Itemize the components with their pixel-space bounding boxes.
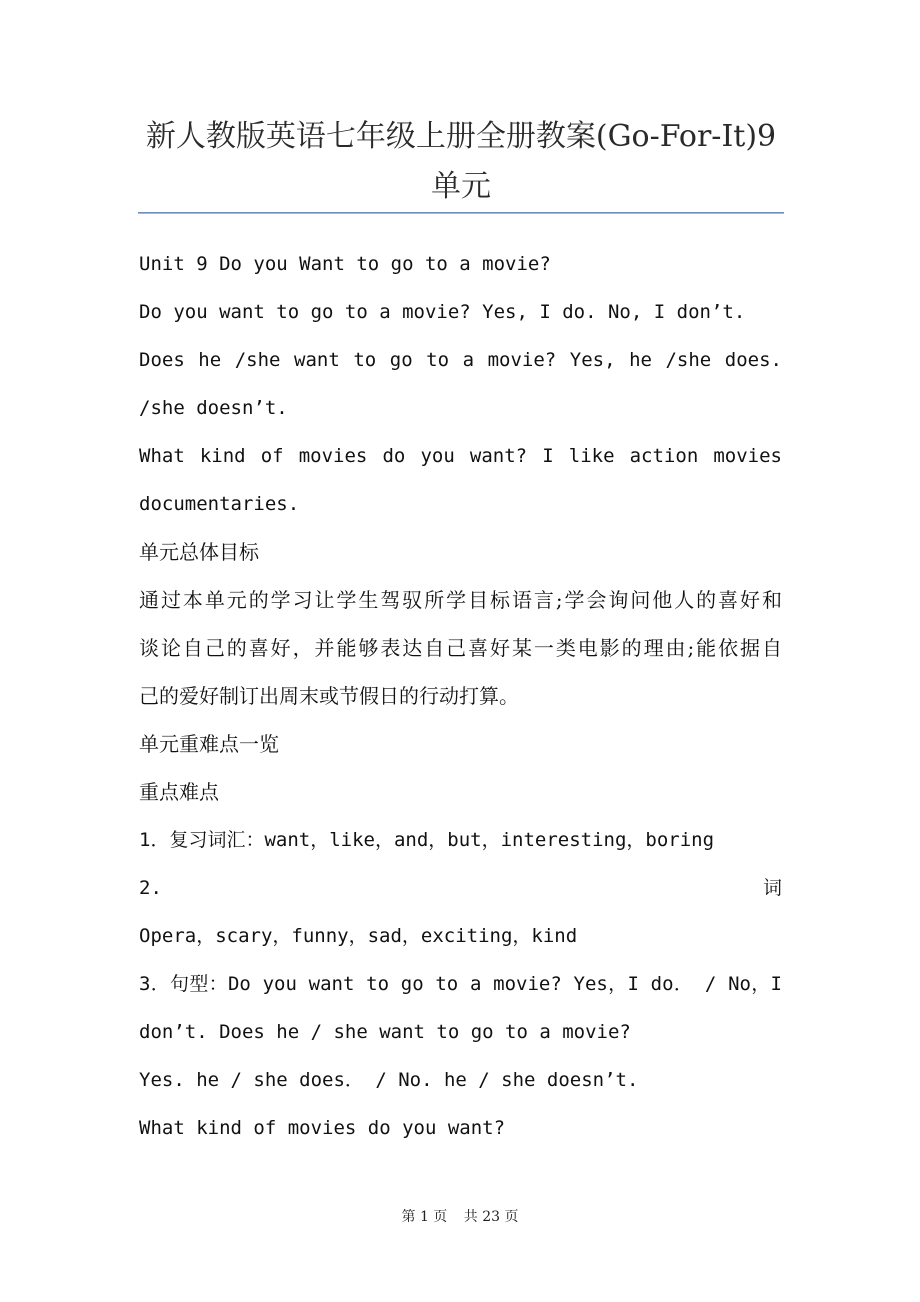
list-item: 3．句型：Do you want to go to a movie? Yes，I do． / No，I <box>139 973 782 995</box>
section-heading: 单元重难点一览 <box>139 732 279 756</box>
page-footer <box>0 1206 920 1226</box>
page-number: 第 1 页 <box>401 1209 448 1225</box>
text-line: Does he /she want to go to a movie? Yes, he /she does. <box>139 349 782 371</box>
text-line: 己的爱好制订出周末或节假日的行动打算。 <box>139 684 519 708</box>
text-line: /she doesn’t. <box>139 397 288 419</box>
text-line: Do you want to go to a movie? Yes, I do. No, I don’t. <box>139 301 746 323</box>
document-title: 新人教版英语七年级上册全册教案(Go-For-It)9单元 <box>145 119 777 204</box>
document-body <box>139 240 782 1152</box>
text-line: Yes. he / she does． / No. he / she doesn’t. <box>139 1069 639 1091</box>
text-line: 通过本单元的学习让学生驾驭所学目标语言;学会询问他人的喜好和 <box>139 588 782 612</box>
unit-heading: Unit 9 Do you Want to go to a movie? <box>139 253 551 275</box>
text-line: don’t. Does he / she want to go to a movie? <box>139 1021 631 1043</box>
section-heading: 重点难点 <box>139 780 219 804</box>
text-line: documentaries. <box>139 493 300 515</box>
text-line: 谈论自己的喜好，并能够表达自己喜好某一类电影的理由;能依据自 <box>139 636 782 660</box>
text-line: What kind of movies do you want? <box>139 1117 506 1139</box>
text-line: What kind of movies do you want? I like action movies <box>139 445 782 467</box>
list-item: 1．复习词汇：want，like，and，but，interesting，boring <box>139 829 715 851</box>
section-heading: 单元总体目标 <box>139 540 259 564</box>
title-divider <box>138 212 784 214</box>
page-total: 共 23 页 <box>463 1209 519 1225</box>
text-line: Opera，scary，funny，sad，exciting，kind <box>139 925 578 947</box>
list-item: 2.词 <box>139 877 782 899</box>
